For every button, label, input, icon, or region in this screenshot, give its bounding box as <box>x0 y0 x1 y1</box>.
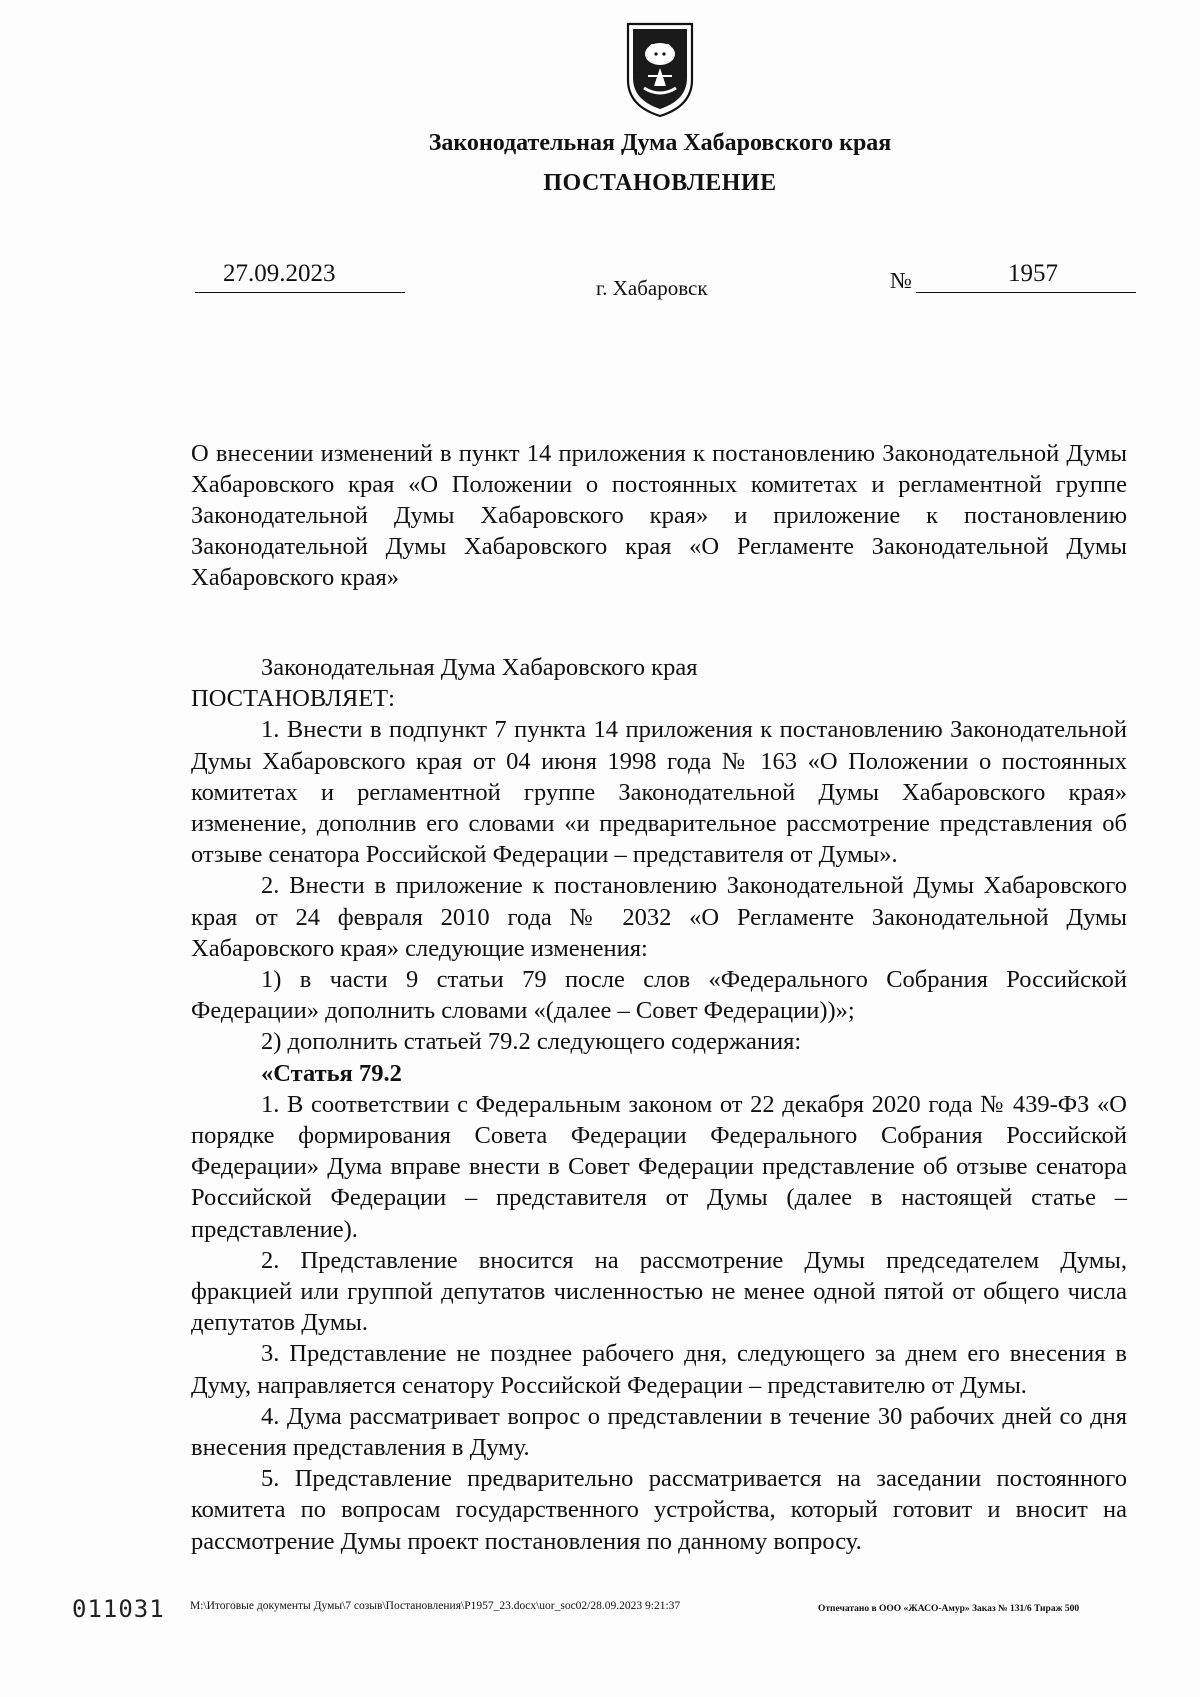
document-date: 27.09.2023 <box>223 260 336 287</box>
intro-line: Законодательная Дума Хабаровского края <box>261 654 698 681</box>
number-label: № <box>890 268 912 293</box>
document-number: 1957 <box>1008 260 1058 287</box>
organization-name: Законодательная Дума Хабаровского края <box>428 130 892 156</box>
article-title: «Статья 79.2 <box>261 1059 402 1087</box>
number-field <box>916 260 1136 293</box>
printed-by-note: Отпечатано в ООО «ЖАСО-Амур» Заказ № 131/6 Тираж 500 <box>818 1604 1080 1614</box>
resolves-line: ПОСТАНОВЛЯЕТ: <box>191 685 395 713</box>
document-subject: О внесении изменений в пункт 14 приложения к постановлению Законодательной Думы Хабаровского края «О Положении о постоянных комитетах и регламентной группе Законодательной Думы Хабаровского края» и приложение к постановлению Законодательной Думы Хабаровского края «О Регламенте Законодательной Думы Хабаровского края» <box>191 440 1127 591</box>
file-path: M:\Итоговые документы Думы\7 созыв\Постановления\P1957_23.docx\uor_soc02/28.09.2023 9:21:37 <box>190 1600 681 1612</box>
date-field <box>195 260 405 293</box>
document-body <box>191 652 1127 1557</box>
item-1: 1. Внести в подпункт 7 пункта 14 приложения к постановлению Законодательной Думы Хабаровского края от 04 июня 1998 года № 163 «О Положении о постоянных комитетах и регламентной группе Законодательной Думы Хабаровского края» изменение, дополнив его словами «и предварительное рассмотрение представления об отзыве сенатора Российской Федерации – представителя от Думы». <box>191 716 1127 869</box>
article-part-3: 3. Представление не позднее рабочего дня, следующего за днем его внесения в Думу, направляется сенатору Российской Федерации – представителю от Думы. <box>191 1340 1127 1399</box>
stamp-number: 011031 <box>72 1595 165 1623</box>
coat-of-arms-icon <box>620 18 700 120</box>
article-part-1: 1. В соответствии с Федеральным законом от 22 декабря 2020 года № 439-ФЗ «О порядке формирования Совета Федерации Федерального Собрания Российской Федерации» Дума вправе внести в Совет Федерации представление об отзыве сенатора Российской Федерации – представителя от Думы (далее в настоящей статье – представление). <box>191 1090 1127 1243</box>
subitem-1: 1) в части 9 статьи 79 после слов «Федерального Собрания Российской Федерации» дополнить словами «(далее – Совет Федерации))»; <box>191 966 1127 1025</box>
article-part-5: 5. Представление предварительно рассматривается на заседании постоянного комитета по вопросам государственного устройства, который готовит и вносит на рассмотрение Думы проект постановления по данному вопросу. <box>191 1465 1127 1555</box>
item-2: 2. Внести в приложение к постановлению Законодательной Думы Хабаровского края от 24 февраля 2010 года № 2032 «О Регламенте Законодательной Думы Хабаровского края» следующие изменения: <box>191 872 1127 962</box>
article-part-2: 2. Представление вносится на рассмотрение Думы председателем Думы, фракцией или группой депутатов численностью не менее одной пятой от общего числа депутатов Думы. <box>191 1246 1127 1337</box>
document-type: ПОСТАНОВЛЕНИЕ <box>543 170 777 196</box>
article-part-4: 4. Дума рассматривает вопрос о представлении в течение 30 рабочих дней со дня внесения представления в Думу. <box>191 1402 1127 1462</box>
subitem-2: 2) дополнить статьей 79.2 следующего содержания: <box>261 1028 802 1056</box>
document-city: г. Хабаровск <box>596 276 708 300</box>
